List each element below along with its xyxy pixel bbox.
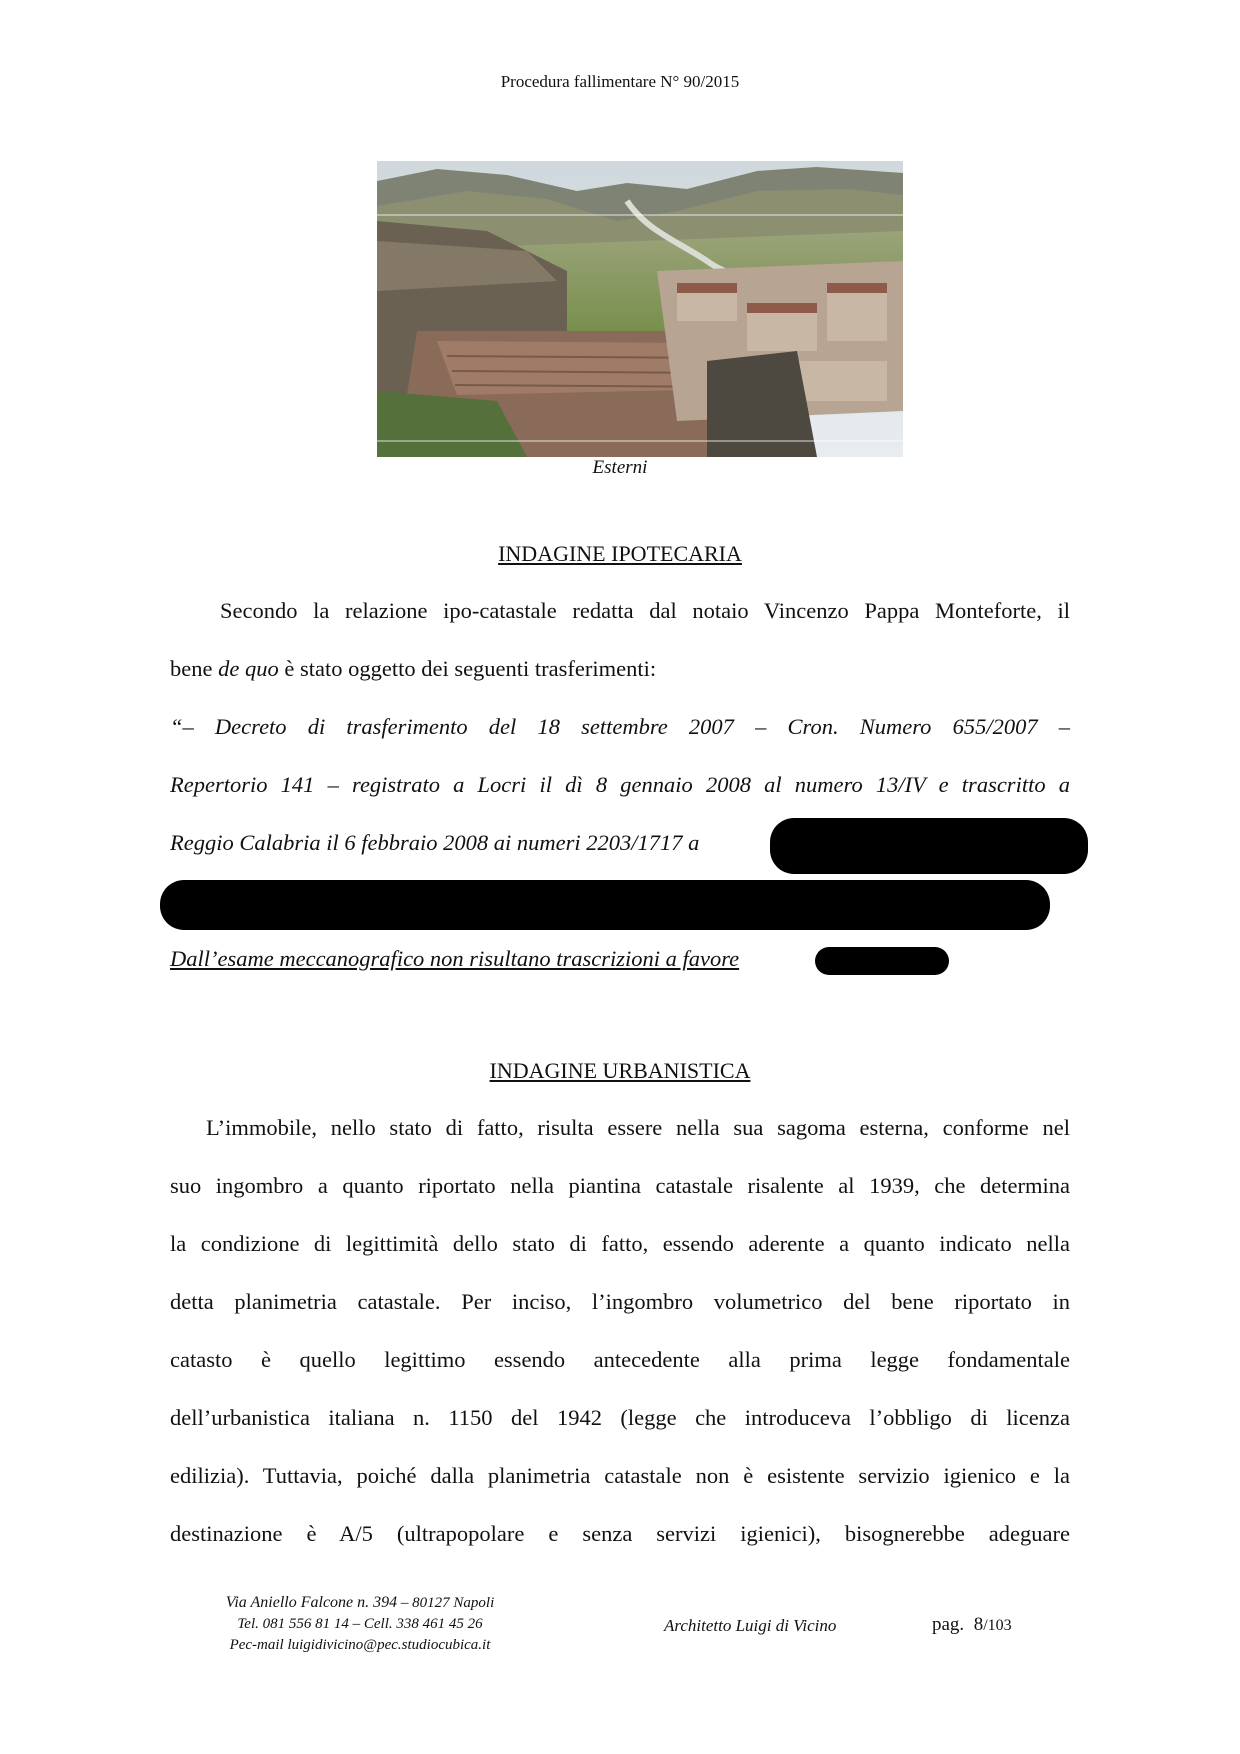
redaction-mark <box>815 947 949 975</box>
address-text: Via Aniello Falcone n. 394 <box>225 1594 398 1611</box>
urbanistica-text <box>170 1099 1070 1563</box>
text-fragment: bene <box>170 656 219 681</box>
section-heading-urbanistica: INDAGINE URBANISTICA <box>489 1058 751 1083</box>
page-current: 8 <box>973 1614 984 1635</box>
quote-line: “– Decreto di trasferimento del 18 settembre 2007 – Cron. Numero 655/2007 – <box>170 714 1070 739</box>
footer-phone: Tel. 081 556 81 14 – Cell. 338 461 45 26 <box>237 1616 483 1632</box>
text-line: detta planimetria catastale. Per inciso, l’ingombro volumetrico del bene riportato in <box>170 1289 1070 1314</box>
page-label: pag. <box>932 1614 965 1635</box>
italic-term: de quo <box>218 656 279 681</box>
text-line: edilizia). Tuttavia, poiché dalla planimetria catastale non è esistente servizio igienico e la <box>170 1463 1070 1488</box>
quote-line: Repertorio 141 – registrato a Locri il dì 8 gennaio 2008 al numero 13/IV e trascritto a <box>170 772 1070 797</box>
footer-author: Architetto Luigi di Vicino <box>664 1616 837 1635</box>
text-line: L’immobile, nello stato di fatto, risulta essere nella sua sagoma esterna, conforme nel <box>206 1115 1070 1140</box>
section-heading-ipotecaria: INDAGINE IPOTECARIA <box>498 541 742 566</box>
text-line <box>170 640 1070 698</box>
text-fragment: Dall’esame meccanografico non risultano trascrizioni a favore <box>170 946 740 971</box>
page-total: /103 <box>983 1617 1012 1634</box>
address-zip: – 80127 Napoli <box>400 1595 495 1611</box>
photo-caption: Esterni <box>592 457 648 478</box>
text-line: la condizione di legittimità dello stato di fatto, essendo aderente a quanto indicato nella <box>170 1231 1070 1256</box>
footer-pec: Pec-mail luigidivicino@pec.studiocubica.it <box>229 1637 491 1653</box>
exterior-photo <box>377 161 903 457</box>
footer-address <box>180 1592 540 1614</box>
footer-contact <box>180 1592 540 1656</box>
text-fragment: è stato oggetto dei seguenti trasferimenti: <box>278 656 657 681</box>
text-line: dell’urbanistica italiana n. 1150 del 1942 (legge che introduceva l’obbligo di licenza <box>170 1405 1070 1430</box>
running-header: Procedura fallimentare N° 90/2015 <box>500 72 740 91</box>
redaction-mark <box>160 880 1050 930</box>
quote-line: Reggio Calabria il 6 febbraio 2008 ai numeri 2203/1717 a <box>170 830 700 855</box>
text-line: destinazione è A/5 (ultrapopolare e senza servizi igienici), bisognerebbe adeguare <box>170 1521 1070 1546</box>
page-number <box>932 1614 1012 1636</box>
redaction-mark <box>770 818 1088 874</box>
text-line: catasto è quello legittimo essendo antecedente alla prima legge fondamentale <box>170 1347 1070 1372</box>
text-line: Secondo la relazione ipo-catastale redatta dal notaio Vincenzo Pappa Monteforte, il <box>220 598 1070 623</box>
text-line: suo ingombro a quanto riportato nella piantina catastale risalente al 1939, che determina <box>170 1173 1070 1198</box>
